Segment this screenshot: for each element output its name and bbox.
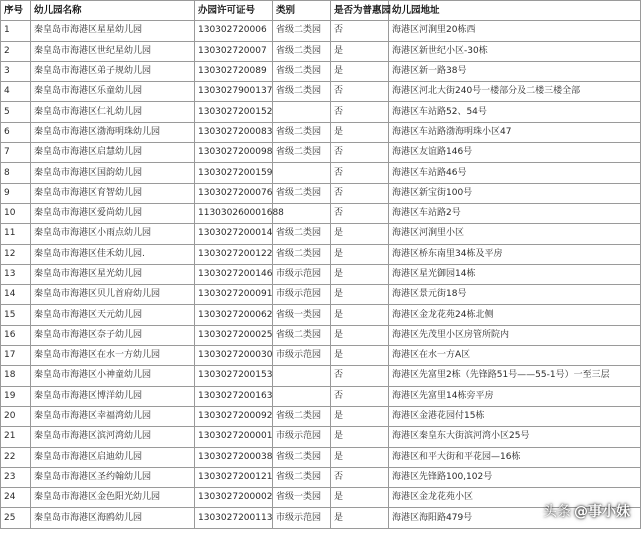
cell-serial: 21	[1, 427, 31, 447]
cell-license: 1303027200076	[195, 183, 273, 203]
header-license: 办园许可证号	[195, 1, 273, 21]
cell-category: 省级二类园	[273, 21, 331, 41]
cell-serial: 23	[1, 467, 31, 487]
cell-category: 省级二类园	[273, 447, 331, 467]
cell-public-benefit: 否	[331, 163, 389, 183]
cell-name: 秦皇岛市海港区弟子规幼儿园	[31, 61, 195, 81]
table-row	[1, 447, 641, 467]
cell-public-benefit: 否	[331, 21, 389, 41]
cell-license: 1303027200152	[195, 102, 273, 122]
table-row	[1, 61, 641, 81]
watermark-prefix: 头条	[543, 504, 571, 520]
table-row	[1, 163, 641, 183]
cell-address: 海港区车站路52、54号	[389, 102, 641, 122]
cell-name: 秦皇岛市海港区在水一方幼儿园	[31, 346, 195, 366]
cell-serial: 1	[1, 21, 31, 41]
cell-serial: 11	[1, 224, 31, 244]
cell-license: 1303027200159	[195, 163, 273, 183]
cell-name: 秦皇岛市海港区贝儿首府幼儿园	[31, 285, 195, 305]
cell-name: 秦皇岛市海港区星光幼儿园	[31, 264, 195, 284]
cell-name: 秦皇岛市海港区启迪幼儿园	[31, 447, 195, 467]
cell-name: 秦皇岛市海港区启慧幼儿园	[31, 143, 195, 163]
cell-address: 海港区友谊路146号	[389, 143, 641, 163]
header-address: 幼儿园地址	[389, 1, 641, 21]
cell-name: 秦皇岛市海港区世纪星幼儿园	[31, 41, 195, 61]
cell-license: 1303027200122	[195, 244, 273, 264]
cell-category: 市级示范园	[273, 285, 331, 305]
cell-name: 秦皇岛市海港区小神童幼儿园	[31, 366, 195, 386]
table-row	[1, 102, 641, 122]
cell-license: 1303027200038	[195, 447, 273, 467]
cell-name: 秦皇岛市海港区爱尚幼儿园	[31, 203, 195, 223]
cell-name: 秦皇岛市海港区国韵幼儿园	[31, 163, 195, 183]
cell-address: 海港区新世纪小区-30栋	[389, 41, 641, 61]
table-row	[1, 264, 641, 284]
watermark	[543, 501, 630, 521]
cell-address: 海港区景元街18号	[389, 285, 641, 305]
table-row	[1, 346, 641, 366]
cell-license: 1303027200098	[195, 143, 273, 163]
cell-name: 秦皇岛市海港区佳禾幼儿园.	[31, 244, 195, 264]
header-category: 类别	[273, 1, 331, 21]
cell-address: 海港区先茂里小区房管所院内	[389, 325, 641, 345]
cell-category: 市级示范园	[273, 427, 331, 447]
cell-name: 秦皇岛市海港区奈子幼儿园	[31, 325, 195, 345]
cell-address: 海港区先富里14栋旁平房	[389, 386, 641, 406]
header-serial: 序号	[1, 1, 31, 21]
cell-category	[273, 102, 331, 122]
cell-serial: 24	[1, 488, 31, 508]
cell-serial: 17	[1, 346, 31, 366]
cell-serial: 18	[1, 366, 31, 386]
cell-license: 130302720007	[195, 41, 273, 61]
cell-license: 1303027200001	[195, 427, 273, 447]
table-row	[1, 21, 641, 41]
cell-license: 130302720006	[195, 21, 273, 41]
cell-serial: 9	[1, 183, 31, 203]
table-row	[1, 183, 641, 203]
cell-name: 秦皇岛市海港区圣约翰幼儿园	[31, 467, 195, 487]
cell-public-benefit: 否	[331, 183, 389, 203]
cell-public-benefit: 否	[331, 386, 389, 406]
cell-address: 海港区金龙花苑小区	[389, 488, 641, 508]
cell-public-benefit: 是	[331, 285, 389, 305]
cell-address: 海港区车站路46号	[389, 163, 641, 183]
cell-license: 1303027200025	[195, 325, 273, 345]
cell-category: 省级一类园	[273, 488, 331, 508]
cell-name: 秦皇岛市海港区金色阳光幼儿园	[31, 488, 195, 508]
cell-license: 1303027200091	[195, 285, 273, 305]
cell-serial: 4	[1, 82, 31, 102]
cell-address: 海港区车站路渤海明珠小区47	[389, 122, 641, 142]
table-row	[1, 82, 641, 102]
cell-address: 海港区先富里2栋（先锋路51号——55-1号）一至三层	[389, 366, 641, 386]
cell-category: 省级二类园	[273, 224, 331, 244]
cell-serial: 13	[1, 264, 31, 284]
cell-address: 海港区星光御园14栋	[389, 264, 641, 284]
cell-category: 省级二类园	[273, 82, 331, 102]
cell-category: 市级示范园	[273, 346, 331, 366]
cell-category: 省级二类园	[273, 143, 331, 163]
cell-license: 1303027200121	[195, 467, 273, 487]
cell-serial: 15	[1, 305, 31, 325]
cell-public-benefit: 是	[331, 508, 389, 528]
cell-name: 秦皇岛市海港区天元幼儿园	[31, 305, 195, 325]
cell-address: 海港区河涧里20栋西	[389, 21, 641, 41]
cell-license: 1303027900137	[195, 82, 273, 102]
cell-license: 1303027200083	[195, 122, 273, 142]
cell-public-benefit: 是	[331, 244, 389, 264]
table-header-row	[1, 1, 641, 21]
cell-serial: 16	[1, 325, 31, 345]
cell-address: 海港区先锋路100,102号	[389, 467, 641, 487]
cell-category: 市级示范园	[273, 264, 331, 284]
cell-serial: 6	[1, 122, 31, 142]
cell-public-benefit: 是	[331, 346, 389, 366]
cell-name: 秦皇岛市海港区博洋幼儿园	[31, 386, 195, 406]
table-row	[1, 122, 641, 142]
cell-public-benefit: 是	[331, 427, 389, 447]
cell-category: 省级二类园	[273, 122, 331, 142]
cell-public-benefit: 否	[331, 467, 389, 487]
table-row	[1, 244, 641, 264]
table-row	[1, 386, 641, 406]
cell-license: 1303027200092	[195, 406, 273, 426]
cell-category	[273, 366, 331, 386]
cell-category: 省级二类园	[273, 244, 331, 264]
table-row	[1, 366, 641, 386]
cell-category: 省级一类园	[273, 305, 331, 325]
watermark-handle: @事小妹	[574, 504, 630, 520]
cell-license: 1303027200030	[195, 346, 273, 366]
cell-serial: 25	[1, 508, 31, 528]
cell-serial: 8	[1, 163, 31, 183]
cell-category: 市级示范园	[273, 508, 331, 528]
cell-name: 秦皇岛市海港区育智幼儿园	[31, 183, 195, 203]
cell-serial: 20	[1, 406, 31, 426]
cell-name: 秦皇岛市海港区海鸥幼儿园	[31, 508, 195, 528]
cell-category	[273, 163, 331, 183]
cell-name: 秦皇岛市海港区仁礼幼儿园	[31, 102, 195, 122]
cell-address: 海港区新一路38号	[389, 61, 641, 81]
cell-license: 1303027200014	[195, 224, 273, 244]
cell-name: 秦皇岛市海港区幸福湾幼儿园	[31, 406, 195, 426]
cell-license: 1303027200062	[195, 305, 273, 325]
cell-address: 海港区海阳路479号	[389, 508, 641, 528]
cell-address: 海港区秦皇东大街滨河湾小区25号	[389, 427, 641, 447]
cell-name: 秦皇岛市海港区渤海明珠幼儿园	[31, 122, 195, 142]
cell-category: 省级二类园	[273, 61, 331, 81]
cell-address: 海港区河北大街240号一楼部分及二楼三楼全部	[389, 82, 641, 102]
cell-public-benefit: 否	[331, 82, 389, 102]
cell-serial: 7	[1, 143, 31, 163]
cell-serial: 22	[1, 447, 31, 467]
table-row	[1, 224, 641, 244]
cell-serial: 10	[1, 203, 31, 223]
cell-serial: 12	[1, 244, 31, 264]
cell-category: 省级二类园	[273, 325, 331, 345]
cell-category: 省级二类园	[273, 183, 331, 203]
cell-public-benefit: 是	[331, 305, 389, 325]
cell-name: 秦皇岛市海港区小雨点幼儿园	[31, 224, 195, 244]
cell-public-benefit: 是	[331, 488, 389, 508]
table-row	[1, 427, 641, 447]
cell-public-benefit: 是	[331, 406, 389, 426]
cell-license: 1303027200146	[195, 264, 273, 284]
cell-address: 海港区桥东南里34栋及平房	[389, 244, 641, 264]
cell-address: 海港区金港花园付15栋	[389, 406, 641, 426]
table-row	[1, 305, 641, 325]
cell-public-benefit: 是	[331, 325, 389, 345]
table-row	[1, 467, 641, 487]
cell-address: 海港区新宝街100号	[389, 183, 641, 203]
cell-category: 省级二类园	[273, 406, 331, 426]
cell-category	[273, 386, 331, 406]
cell-public-benefit: 否	[331, 203, 389, 223]
cell-public-benefit: 是	[331, 264, 389, 284]
table-row	[1, 285, 641, 305]
cell-category: 省级二类园	[273, 467, 331, 487]
cell-public-benefit: 是	[331, 447, 389, 467]
cell-public-benefit: 是	[331, 224, 389, 244]
cell-serial: 5	[1, 102, 31, 122]
header-public-benefit: 是否为普惠园	[331, 1, 389, 21]
table-row	[1, 325, 641, 345]
cell-public-benefit: 否	[331, 143, 389, 163]
cell-public-benefit: 是	[331, 41, 389, 61]
table-row	[1, 143, 641, 163]
cell-public-benefit: 否	[331, 366, 389, 386]
table-row	[1, 406, 641, 426]
cell-name: 秦皇岛市海港区乐童幼儿园	[31, 82, 195, 102]
cell-license: 1303027200113	[195, 508, 273, 528]
cell-address: 海港区和平大街和平花园—16栋	[389, 447, 641, 467]
table-row	[1, 41, 641, 61]
table-row	[1, 203, 641, 223]
cell-license: 1303027200163	[195, 386, 273, 406]
cell-serial: 2	[1, 41, 31, 61]
cell-category: 省级二类园	[273, 41, 331, 61]
cell-license: 130302720089	[195, 61, 273, 81]
cell-address: 海港区金龙花苑24栋北侧	[389, 305, 641, 325]
cell-license: 1303027200002	[195, 488, 273, 508]
table-body	[1, 21, 641, 528]
cell-license: 113030260001688	[195, 203, 273, 223]
cell-address: 海港区在水一方A区	[389, 346, 641, 366]
cell-address: 海港区河涧里小区	[389, 224, 641, 244]
cell-public-benefit: 是	[331, 122, 389, 142]
cell-serial: 14	[1, 285, 31, 305]
cell-public-benefit: 否	[331, 102, 389, 122]
cell-license: 1303027200153	[195, 366, 273, 386]
cell-name: 秦皇岛市海港区滨河湾幼儿园	[31, 427, 195, 447]
cell-address: 海港区车站路2号	[389, 203, 641, 223]
cell-serial: 3	[1, 61, 31, 81]
cell-public-benefit: 是	[331, 61, 389, 81]
cell-name: 秦皇岛市海港区星星幼儿园	[31, 21, 195, 41]
cell-serial: 19	[1, 386, 31, 406]
header-name: 幼儿园名称	[31, 1, 195, 21]
